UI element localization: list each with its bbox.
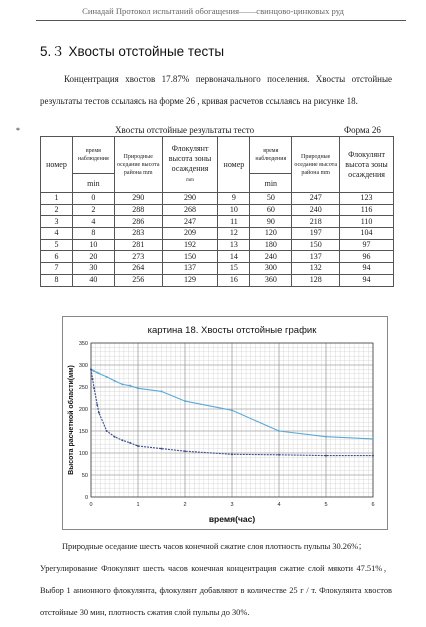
y-axis-label: Высота расчетной области(мм) bbox=[68, 365, 75, 475]
table-cell: 6 bbox=[41, 251, 73, 263]
table-cell: 2 bbox=[41, 204, 73, 216]
x-tick-label: 0 bbox=[89, 502, 93, 508]
table-cell: 94 bbox=[340, 263, 394, 275]
x-tick-label: 5 bbox=[324, 502, 328, 508]
table-cell: 5 bbox=[41, 239, 73, 251]
y-tick-label: 0 bbox=[84, 495, 88, 501]
series-2-point bbox=[137, 445, 139, 447]
x-tick-label: 2 bbox=[183, 502, 187, 508]
table-row bbox=[41, 274, 394, 286]
series-2-point bbox=[90, 368, 92, 370]
table-cell: 137 bbox=[162, 263, 218, 275]
series-1-point bbox=[93, 370, 95, 372]
bottom-paragraph-1 bbox=[40, 536, 392, 558]
table-cell: 137 bbox=[292, 251, 340, 263]
table-cell: 94 bbox=[340, 274, 394, 286]
series-1-point bbox=[278, 430, 280, 432]
table-cell: 12 bbox=[218, 228, 250, 240]
table-row bbox=[41, 239, 394, 251]
y-tick-label: 250 bbox=[78, 385, 88, 391]
bottom-text-2: Урегулирование Флокулянт шесть часов конечная концентрация сжатие слой мякоти 47.51%，Выбор 1 анионного флокулянта, флокулянт добавляют в количестве 25 г / т. Флокулянта хвостов отстойные 30 мин, плотность сжатия слой пульпы до 30%. bbox=[40, 564, 392, 617]
series-2-point bbox=[98, 412, 100, 414]
table-cell: 15 bbox=[218, 263, 250, 275]
table-row bbox=[41, 251, 394, 263]
series-2-point bbox=[372, 455, 374, 457]
table-cell: 9 bbox=[218, 193, 250, 205]
table-cell: 290 bbox=[114, 193, 162, 205]
series-2-point bbox=[231, 453, 233, 455]
col-header-nomer-2: номер bbox=[218, 137, 250, 193]
table-cell: 4 bbox=[41, 228, 73, 240]
table-cell: 247 bbox=[162, 216, 218, 228]
table-cell: 268 bbox=[162, 204, 218, 216]
table-body bbox=[41, 193, 394, 287]
header-rule bbox=[36, 20, 406, 21]
series-2-point bbox=[106, 430, 108, 432]
y-tick-label: 300 bbox=[78, 363, 88, 369]
table-caption: Хвосты отстойные результаты тесто bbox=[115, 125, 255, 135]
table-cell: 30 bbox=[72, 263, 114, 275]
table-cell: 10 bbox=[218, 204, 250, 216]
table-cell: 281 bbox=[114, 239, 162, 251]
series-2-point bbox=[92, 378, 94, 380]
table-cell: 240 bbox=[292, 204, 340, 216]
table-row bbox=[41, 193, 394, 205]
series-2-point bbox=[93, 387, 95, 389]
series-2-point bbox=[184, 450, 186, 452]
table-row bbox=[41, 216, 394, 228]
x-tick-label: 3 bbox=[230, 502, 234, 508]
margin-mark: * bbox=[16, 126, 20, 135]
table-cell: 8 bbox=[72, 228, 114, 240]
bottom-text-1: Природные оседание шесть часов конечной сжатие слоя плотность пульпы 30.26%； bbox=[62, 542, 367, 551]
series-2-point bbox=[96, 404, 98, 406]
intro-text: Концентрация хвостов 17.87% первоначального поселения. Хвосты отстойные результаты тестов ссылаясь на форме 26 , кривая расчетов ссылаясь на рисунке 18. bbox=[40, 74, 392, 106]
y-tick-label: 150 bbox=[78, 429, 88, 435]
table-cell: 8 bbox=[41, 274, 73, 286]
table-cell: 10 bbox=[72, 239, 114, 251]
y-tick-label: 350 bbox=[78, 341, 88, 347]
table-cell: 2 bbox=[72, 204, 114, 216]
table-cell: 20 bbox=[72, 251, 114, 263]
table-cell: 110 bbox=[340, 216, 394, 228]
table-cell: 97 bbox=[340, 239, 394, 251]
settling-chart-svg bbox=[63, 317, 387, 529]
x-tick-label: 6 bbox=[371, 502, 375, 508]
table-cell: 14 bbox=[218, 251, 250, 263]
series-1-point bbox=[98, 372, 100, 374]
series-1-point bbox=[121, 383, 123, 385]
col-header-nomer: номер bbox=[41, 137, 73, 193]
table-cell: 240 bbox=[250, 251, 292, 263]
series-1-point bbox=[129, 385, 131, 387]
col-unit-time-2: min bbox=[250, 174, 292, 193]
table-cell: 283 bbox=[114, 228, 162, 240]
table-cell: 150 bbox=[162, 251, 218, 263]
settling-table bbox=[40, 136, 394, 287]
chart-title: картина 18. Хвосты отстойные график bbox=[147, 325, 317, 336]
y-tick-label: 200 bbox=[78, 407, 88, 413]
table-cell: 128 bbox=[292, 274, 340, 286]
section-title: 5.３ Хвосты отстойные тесты bbox=[40, 44, 225, 59]
table-cell: 209 bbox=[162, 228, 218, 240]
series-2-point bbox=[129, 442, 131, 444]
series-1-point bbox=[161, 390, 163, 392]
table-cell: 290 bbox=[162, 193, 218, 205]
series-1-point bbox=[137, 387, 139, 389]
table-cell: 90 bbox=[250, 216, 292, 228]
table-row bbox=[41, 204, 394, 216]
table-cell: 180 bbox=[250, 239, 292, 251]
table-row bbox=[41, 263, 394, 275]
table-cell: 129 bbox=[162, 274, 218, 286]
col-header-settle-label-2: Природные оседание высота района bbox=[294, 153, 337, 176]
bottom-paragraph-2 bbox=[40, 558, 392, 624]
series-1-point bbox=[184, 400, 186, 402]
table-cell: 4 bbox=[72, 216, 114, 228]
col-header-time-2: время наблюдения bbox=[250, 137, 292, 174]
col-unit-time: min bbox=[72, 174, 114, 193]
table-cell: 288 bbox=[114, 204, 162, 216]
table-cell: 132 bbox=[292, 263, 340, 275]
table-form-number: Форма 26 bbox=[344, 125, 381, 135]
table-cell: 300 bbox=[250, 263, 292, 275]
table-cell: 218 bbox=[292, 216, 340, 228]
table-cell: 0 bbox=[72, 193, 114, 205]
table-cell: 247 bbox=[292, 193, 340, 205]
table-cell: 40 bbox=[72, 274, 114, 286]
col-header-time: время наблюдения bbox=[72, 137, 114, 174]
series-2-point bbox=[161, 448, 163, 450]
table-cell: 256 bbox=[114, 274, 162, 286]
series-1-point bbox=[231, 409, 233, 411]
table-cell: 360 bbox=[250, 274, 292, 286]
x-axis-label: время(час) bbox=[208, 514, 256, 524]
table-cell: 50 bbox=[250, 193, 292, 205]
table-cell: 116 bbox=[340, 204, 394, 216]
col-header-settle bbox=[114, 137, 162, 193]
table-cell: 13 bbox=[218, 239, 250, 251]
table-row bbox=[41, 228, 394, 240]
col-header-settle-label: Природные оседание высота района bbox=[116, 153, 160, 176]
table-cell: 16 bbox=[218, 274, 250, 286]
col-header-floc bbox=[162, 137, 218, 193]
series-1-point bbox=[372, 438, 374, 440]
table-cell: 123 bbox=[340, 193, 394, 205]
table-cell: 1 bbox=[41, 193, 73, 205]
settling-chart bbox=[62, 316, 388, 530]
table-cell: 104 bbox=[340, 228, 394, 240]
table-cell: 11 bbox=[218, 216, 250, 228]
series-2-point bbox=[278, 454, 280, 456]
x-tick-label: 1 bbox=[136, 502, 140, 508]
col-header-settle-unit-2: mm bbox=[320, 169, 330, 176]
table-cell: 3 bbox=[41, 216, 73, 228]
series-1-point bbox=[106, 376, 108, 378]
col-header-settle-unit: mm bbox=[143, 169, 153, 176]
series-2-point bbox=[114, 436, 116, 438]
table-cell: 286 bbox=[114, 216, 162, 228]
series-1-point bbox=[325, 436, 327, 438]
table-cell: 96 bbox=[340, 251, 394, 263]
table-cell: 150 bbox=[292, 239, 340, 251]
x-tick-label: 4 bbox=[277, 502, 281, 508]
table-cell: 192 bbox=[162, 239, 218, 251]
series-2-point bbox=[121, 439, 123, 441]
series-1-point bbox=[114, 380, 116, 382]
col-header-floc-2: Флокулянт высота зоны осаждения bbox=[340, 137, 394, 193]
table-cell: 60 bbox=[250, 204, 292, 216]
series-2-point bbox=[325, 455, 327, 457]
table-cell: 7 bbox=[41, 263, 73, 275]
col-header-floc-label: Флокулянт высота зоны осаждения bbox=[168, 143, 212, 173]
col-header-floc-unit: mm bbox=[186, 177, 194, 183]
table-cell: 197 bbox=[292, 228, 340, 240]
y-tick-label: 50 bbox=[81, 473, 88, 479]
table-cell: 273 bbox=[114, 251, 162, 263]
table-cell: 264 bbox=[114, 263, 162, 275]
col-header-settle-2 bbox=[292, 137, 340, 193]
intro-paragraph bbox=[40, 68, 392, 112]
table-cell: 120 bbox=[250, 228, 292, 240]
running-header: Синадай Протокол испытаний обогащения——свинцово-цинковых руд bbox=[82, 6, 344, 16]
y-tick-label: 100 bbox=[78, 451, 88, 457]
